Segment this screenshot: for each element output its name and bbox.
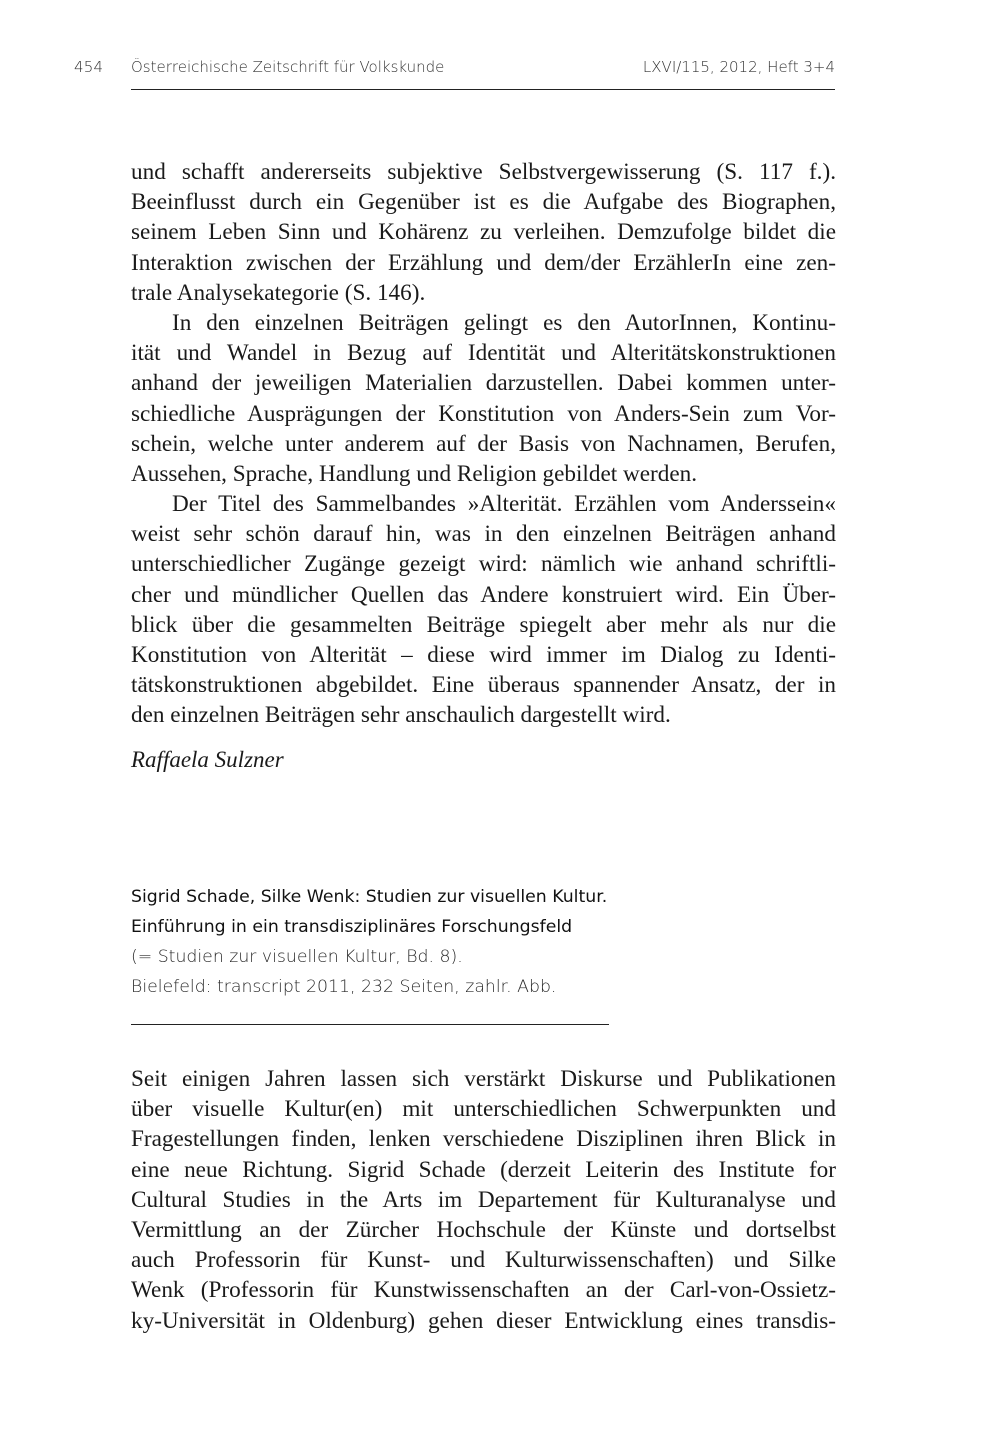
paragraph: [131, 1064, 836, 1336]
paragraph: [131, 308, 836, 489]
text-line: Beeinflusst durch ein Gegenüber ist es die Aufgabe des Biographen,: [131, 189, 836, 216]
text-line: unterschiedlicher Zugänge gezeigt wird: nämlich wie anhand schriftli-: [131, 551, 836, 578]
text-line: weist sehr schön darauf hin, was in den einzelnen Beiträgen anhand: [131, 521, 836, 548]
journal-title: Österreichische Zeitschrift für Volkskunde: [131, 58, 445, 76]
text-line: Fragestellungen finden, lenken verschiedene Disziplinen ihren Blick in: [131, 1126, 836, 1153]
text-line: ky-Universität in Oldenburg) gehen dieser Entwicklung eines transdis-: [131, 1307, 836, 1334]
book-subtitle-line: Einführung in ein transdisziplinäres Forschungsfeld: [131, 917, 573, 937]
review-two-body: [131, 1064, 836, 1336]
text-line: schiedliche Ausprägungen der Konstitution von Anders-Sein zum Vor-: [131, 400, 836, 427]
text-line: Wenk (Professorin für Kunstwissenschaften an der Carl-von-Ossietz-: [131, 1277, 836, 1304]
text-line: cher und mündlicher Quellen das Andere konstruiert wird. Ein Über-: [131, 581, 836, 608]
text-line: anhand der jeweiligen Materialien darzustellen. Dabei kommen unter-: [131, 370, 836, 397]
text-line: Seit einigen Jahren lassen sich verstärkt Diskurse und Publikationen: [131, 1066, 836, 1092]
text-line: und schafft andererseits subjektive Selbstvergewisserung (S. 117 f.).: [131, 159, 836, 185]
text-line: trale Analysekategorie (S. 146).: [131, 279, 426, 306]
header-rule: [131, 89, 835, 90]
book-publication: Bielefeld: transcript 2011, 232 Seiten, zahlr. Abb.: [131, 977, 557, 997]
text-line: über visuelle Kultur(en) mit unterschiedlichen Schwerpunkten und: [131, 1096, 836, 1123]
text-line: ität und Wandel in Bezug auf Identität und Alteritätskonstruktionen: [131, 340, 836, 367]
bibliographic-entry: [131, 882, 607, 1002]
paragraph: [131, 157, 836, 308]
paragraph: [131, 489, 836, 731]
issue-info: LXVI/115, 2012, Heft 3+4: [642, 58, 835, 76]
running-header: [0, 56, 1000, 92]
text-line: schein, welche unter anderem auf der Basis von Nachnamen, Berufen,: [131, 430, 836, 457]
text-line: In den einzelnen Beiträgen gelingt es den AutorInnen, Kontinu-: [172, 309, 836, 336]
bibliography-rule: [131, 1024, 609, 1025]
text-line: seinem Leben Sinn und Kohärenz zu verleihen. Demzufolge bildet die: [131, 219, 836, 246]
text-line: Cultural Studies in the Arts im Departement für Kulturanalyse und: [131, 1186, 836, 1213]
text-line: Interaktion zwischen der Erzählung und dem/der ErzählerIn eine zen-: [131, 249, 836, 276]
text-line: Konstitution von Alterität – diese wird immer im Dialog zu Identi-: [131, 642, 836, 668]
text-line: den einzelnen Beiträgen sehr anschaulich dargestellt wird.: [131, 702, 671, 729]
review-one-body: [131, 157, 836, 731]
book-title-line: Sigrid Schade, Silke Wenk: Studien zur visuellen Kultur.: [131, 887, 608, 907]
text-line: auch Professorin für Kunst- und Kulturwissenschaften) und Silke: [131, 1247, 836, 1274]
text-line: blick über die gesammelten Beiträge spiegelt aber mehr als nur die: [131, 611, 836, 638]
text-line: Der Titel des Sammelbandes »Alterität. Erzählen vom Anderssein«: [172, 491, 836, 518]
reviewer-signature: Raffaela Sulzner: [131, 747, 284, 772]
book-series: (= Studien zur visuellen Kultur, Bd. 8).: [131, 947, 463, 967]
text-line: Aussehen, Sprache, Handlung und Religion gebildet werden.: [131, 460, 698, 487]
text-line: Vermittlung an der Zürcher Hochschule der Künste und dortselbst: [131, 1216, 836, 1243]
text-line: eine neue Richtung. Sigrid Schade (derzeit Leiterin des Institute for: [131, 1156, 836, 1183]
text-line: tätskonstruktionen abgebildet. Eine überaus spannender Ansatz, der in: [131, 672, 836, 699]
page-number: 454: [74, 58, 104, 76]
